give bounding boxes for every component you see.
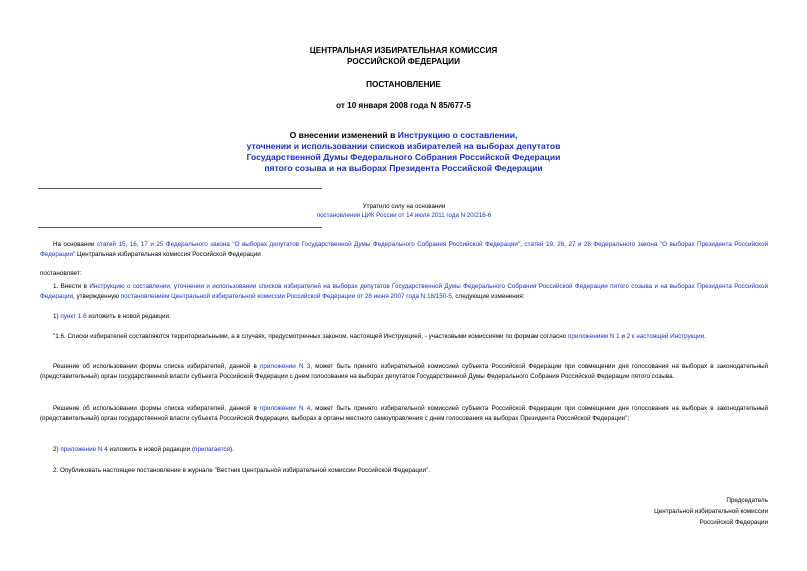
separator-top <box>38 188 322 189</box>
p5-text-a: "1.6. Списки избирателей составляются территориальными, а в случаях, предусмотренных законом, настоящей Инструкцией, - участковыми комиссиями по формам согласно <box>53 333 569 340</box>
p6-text-c: , может быть принято избирательной комиссией субъекта Российской Федерации при совмещении дня голосования на выборах в законодательный (представительный) орган государственной власти субъекта Российской Федерации с днем голосования на выборах депутатов Государственной Думы Федерального Собрания Российской Федерации пятого созыва. <box>40 363 768 380</box>
appendix-1-link[interactable]: приложениям N 1 <box>568 333 620 340</box>
signature-country: Российской Федерации <box>699 519 768 526</box>
appendix-4-new-link[interactable]: приложение N 4 <box>60 446 108 453</box>
doc-type: ПОСТАНОВЛЕНИЕ <box>366 80 441 89</box>
p5-text-e: . <box>704 333 706 340</box>
p3-text-a: 1. Внести в <box>53 283 90 290</box>
p6-text-a: Решение об использовании формы списка избирателей, данной в <box>53 363 260 370</box>
appendix-4-link[interactable]: приложении N 4 <box>259 405 311 412</box>
title-prefix: О внесении изменений в <box>289 130 398 140</box>
status-note: Утратило силу на основании <box>362 203 446 210</box>
paragraph-sub1 <box>40 312 768 322</box>
paragraph-resolves: постановляет: <box>40 270 82 277</box>
signature-org: Центральной избирательной комиссии <box>654 508 768 515</box>
title-line3[interactable]: Государственной Думы Федерального Собрания Российской Федерации <box>246 152 561 162</box>
paragraph-appendix-4 <box>40 404 768 423</box>
resolution-18-150-link[interactable]: постановлением Центральной избирательной комиссии Российской Федерации от 28 июня 2007 года N 18/150-5 <box>120 292 452 300</box>
p4-text-a: 1) <box>53 313 61 320</box>
p8-text-a: 2) <box>53 446 61 453</box>
p4-text-c: изложить в новой редакции: <box>86 313 171 320</box>
paragraph-clause-1-6 <box>40 332 768 342</box>
instruction-link[interactable]: Инструкцию о составлении, уточнении и использовании списков избирателей на выборах депутатов Государственной Думы Федерального Собрания Российской Федерации пятого созыва и на выборах Президента Российской Федерации <box>40 283 768 300</box>
law-duma-link[interactable]: статей 15, 16, 17 и 25 Федерального закона "О выборах депутатов Государственной Думы Федерального Собрания Российской Федерации" <box>96 241 521 248</box>
paragraph-sub2 <box>40 445 768 455</box>
appendix-3-link[interactable]: приложении N 3 <box>259 363 311 370</box>
attached-link[interactable]: прилагается <box>194 446 230 453</box>
law-president-link[interactable]: статей 19, 26, 27 и 28 Федерального закона "О выборах Президента Российской Федерации" <box>40 241 769 258</box>
separator-bottom <box>38 227 322 228</box>
p5-text-c: и <box>619 333 627 340</box>
p7-text-c: , может быть принято избирательной комиссией субъекта Российской Федерации при совмещении дня голосования на выборах в законодательный (представительный) орган государственной власти субъекта Российской Федерации, выборах в органы местного самоуправления с днем голосования на выборах Президента Российской Федерации"; <box>40 405 768 422</box>
signature-title: Председатель <box>726 497 768 504</box>
p1-text-e: Центральная избирательная комиссия Российской Федерации <box>75 250 261 258</box>
status-repeal-link[interactable]: постановления ЦИК России от 14 июля 2011 года N 20/216-6 <box>316 212 492 219</box>
date-number: от 10 января 2008 года N 85/677-5 <box>336 101 471 110</box>
p1-text-a: На основании <box>53 241 97 248</box>
paragraph-basis <box>40 240 768 259</box>
p8-text-e: ). <box>229 446 234 453</box>
p8-text-c: изложить в новой редакции ( <box>107 446 195 453</box>
org-name-line1: ЦЕНТРАЛЬНАЯ ИЗБИРАТЕЛЬНАЯ КОМИССИЯ <box>309 46 498 55</box>
appendix-2-link[interactable]: 2 к настоящей Инструкции <box>626 333 705 340</box>
title-line1 <box>0 130 807 141</box>
paragraph-item1 <box>40 282 768 301</box>
paragraph-appendix-3 <box>40 362 768 381</box>
p3-text-e: , следующие изменения: <box>451 292 525 300</box>
p7-text-a: Решение об использовании формы списка избирателей, данной в <box>53 405 260 412</box>
clause-1-6-link[interactable]: пункт 1.6 <box>60 313 87 320</box>
title-line4[interactable]: пятого созыва и на выборах Президента Российской Федерации <box>264 163 543 173</box>
p3-text-c: , утвержденную <box>72 292 121 300</box>
p1-text-c: , <box>520 241 525 248</box>
title-instruction-link[interactable]: Инструкцию о составлении, <box>397 130 518 140</box>
org-name-line2: РОССИЙСКОЙ ФЕДЕРАЦИИ <box>347 57 460 66</box>
title-line2[interactable]: уточнении и использовании списков избирателей на выборах депутатов <box>246 141 561 151</box>
paragraph-publish: 2. Опубликовать настоящее постановление в журнале "Вестник Центральной избирательной комиссии Российской Федерации". <box>53 467 431 474</box>
